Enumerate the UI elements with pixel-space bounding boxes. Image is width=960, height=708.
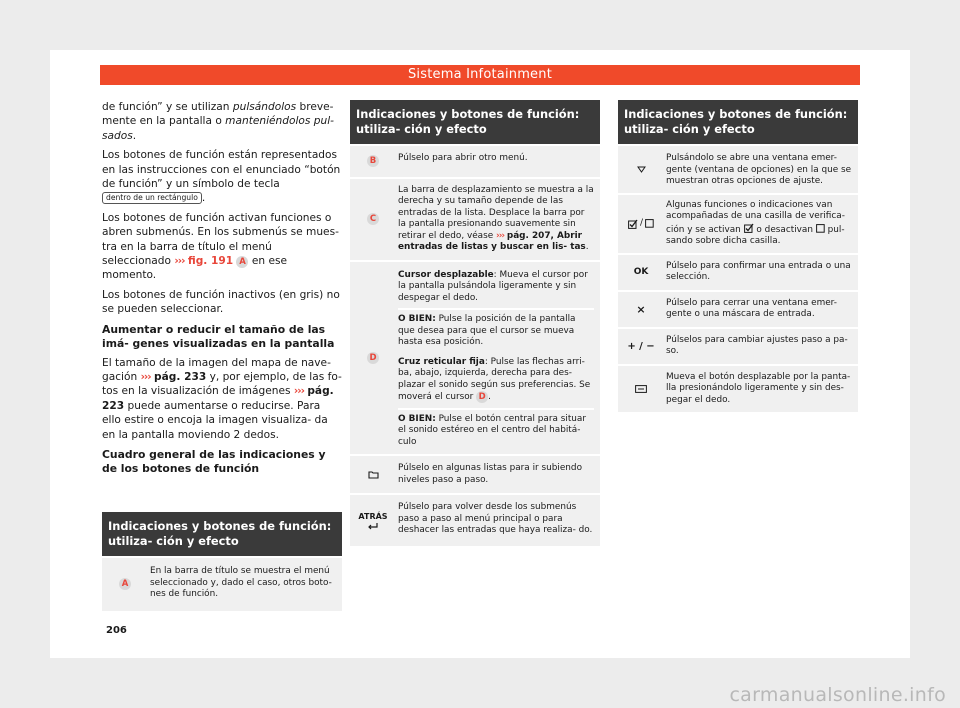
checkbox-empty-icon <box>645 219 654 228</box>
text: Algunas funciones o indicaciones van acompañadas de una casilla de verifica- ción y se activan <box>666 199 845 235</box>
row-text: Púlselo para abrir otro menú. <box>398 153 528 163</box>
text: El tamaño de la imagen del mapa de nave- gación <box>102 356 331 383</box>
row-key <box>618 366 664 413</box>
ref-arrows: ››› <box>293 385 304 398</box>
row-key <box>102 558 148 611</box>
callout-d: D <box>476 391 488 403</box>
triangle-down-icon <box>637 166 646 173</box>
page-header <box>100 65 860 85</box>
row-text: Púlselos para cambiar ajustes paso a pa- so. <box>666 334 848 356</box>
page-ref[interactable]: pág. 207, Abrir entradas de listas y buscar en lis- tas <box>398 230 586 252</box>
bold-text: Cruz reticular fija <box>398 356 485 367</box>
row-key <box>618 195 664 253</box>
page-number: 206 <box>106 625 127 636</box>
subsection <box>398 308 594 353</box>
row-text: Púlselo para cerrar una ventana emer- gente o una máscara de entrada. <box>666 297 837 319</box>
table-row <box>618 290 858 327</box>
back-arrow-icon <box>367 522 379 530</box>
text: en ese momento. <box>102 255 288 282</box>
table-middle <box>350 100 600 546</box>
text: puede aumentarse o reducirse. Para ello estire o encoja la imagen visualiza- da en la pantalla moviendo 2 dedos. <box>102 399 328 441</box>
bold-text: O BIEN: <box>398 413 436 424</box>
callout-b: B <box>367 155 379 167</box>
table-row <box>350 260 600 455</box>
text: : Mueva el cursor por la pantalla pulsándola ligeramente y sin despegar el dedo. <box>398 269 588 303</box>
callout-d: D <box>367 352 379 364</box>
table-row <box>618 327 858 364</box>
text: y, por ejemplo, de las fo- tos en la visualización de imágenes <box>102 370 342 398</box>
table-row <box>618 364 858 413</box>
bold-text: O BIEN: <box>398 314 436 324</box>
text: o desactivan <box>753 224 816 235</box>
row-key <box>618 292 664 327</box>
row-key <box>618 329 664 364</box>
paragraph-4: Los botones de función inactivos (en gris) no se pueden seleccionar. <box>102 288 340 316</box>
page <box>50 50 910 658</box>
text: breve- mente en la pantalla o <box>102 101 334 128</box>
row-key <box>350 179 396 260</box>
ref-arrows: ››› <box>496 230 505 241</box>
row-key <box>350 456 396 493</box>
row-text: Púlselo en algunas listas para ir subiendo niveles paso a paso. <box>398 463 582 485</box>
text: de función” y se utilizan <box>102 101 233 113</box>
figure-link[interactable]: fig. 191 <box>187 255 234 268</box>
table-header: Indicaciones y botones de función: utiliza- ción y efecto <box>102 512 342 556</box>
ref-arrows: ››› <box>174 255 185 268</box>
subsection <box>398 408 594 453</box>
text: Los botones de función están representados en las instrucciones con el enunciado “botón de función” y un símbolo de tecla <box>102 149 341 191</box>
row-text <box>396 262 600 455</box>
row-text: Pulsándolo se abre una ventana emer- gente (ventana de opciones) en la que se muestran otras opciones de ajuste. <box>666 153 852 186</box>
italic-text: pulsándolos <box>232 101 297 113</box>
row-key <box>618 255 664 290</box>
table-left <box>102 512 342 611</box>
page-ref[interactable]: pág. 233 <box>154 370 207 383</box>
key-separator: / <box>639 217 644 228</box>
row-text <box>664 195 858 253</box>
plus-minus-key-label: + / − <box>627 340 655 352</box>
paragraph-2 <box>102 148 342 206</box>
heading-zoom: Aumentar o reducir el tamaño de las imá- genes visualizadas en la pantalla <box>102 322 335 351</box>
callout-c: C <box>367 213 379 225</box>
row-key <box>350 262 396 455</box>
text: . <box>488 392 491 402</box>
folder-icon <box>368 470 379 479</box>
text-column <box>102 100 342 481</box>
subsection <box>398 268 594 309</box>
table-row <box>350 177 600 260</box>
table-row <box>350 493 600 546</box>
paragraph-3 <box>102 211 342 283</box>
text: : Pulse las flechas arri- ba, abajo, izquierda, derecha para des- plazar el sonido según sus preferencias. Se moverá el cursor <box>398 356 591 402</box>
table-row <box>102 556 342 611</box>
key-symbol: dentro de un rectángulo <box>102 192 202 204</box>
header-title: Sistema Infotainment <box>407 67 552 82</box>
checkbox-checked-icon <box>744 223 754 233</box>
checkbox-empty-icon <box>816 224 825 233</box>
text: Los botones de función activan funciones o abren submenús. En los submenús se mues- tra en la barra de título el menú seleccionado <box>102 211 339 268</box>
row-text: En la barra de título se muestra el menú seleccionado y, dado el caso, otros boto- nes de función. <box>150 566 332 599</box>
text: Pulse la posición de la pantalla que desea para que el cursor se mueva hasta esa posición. <box>398 314 576 347</box>
table-header: Indicaciones y botones de función: utiliza- ción y efecto <box>618 100 858 144</box>
paragraph-5 <box>102 356 342 442</box>
table-row <box>350 454 600 493</box>
watermark-text: carmanualsonline.info <box>729 684 946 706</box>
close-key-label: × <box>636 302 646 316</box>
table-row <box>350 144 600 177</box>
text: La barra de desplazamiento se muestra a la derecha y su tamaño depende de las entradas de la lista. Desplace la barra por la pantalla presionando suavemente sin retirar el dedo, véase <box>398 184 594 241</box>
italic-text: manteniéndolos pul- sados <box>102 115 334 142</box>
row-text: Púlselo para volver desde los submenús paso a paso al menú principal o para deshacer las entradas que haya realiza- do. <box>398 502 593 535</box>
table-row <box>618 144 858 193</box>
text: . <box>201 192 206 205</box>
row-key <box>350 495 396 546</box>
checkbox-checked-icon <box>628 219 638 229</box>
row-key <box>618 146 664 193</box>
text: Pulse el botón central para situar el sonido estéreo en el centro del habitá- culo <box>398 413 587 447</box>
back-key-label: ATRÁS <box>358 511 388 521</box>
text: . <box>585 242 589 252</box>
callout-a: A <box>236 256 248 268</box>
row-text: Púlselo para confirmar una entrada o una selección. <box>666 260 851 282</box>
slider-icon <box>635 385 647 393</box>
ref-arrows: ››› <box>140 370 151 383</box>
text: pul- sando sobre dicha casilla. <box>666 224 845 246</box>
page-ref[interactable]: pág. 223 <box>102 385 334 412</box>
text: . <box>132 129 137 142</box>
row-key <box>350 146 396 177</box>
bold-text: Cursor desplazable <box>398 269 494 280</box>
row-text <box>396 179 600 260</box>
table-row <box>618 193 858 253</box>
table-header: Indicaciones y botones de función: utiliza- ción y efecto <box>350 100 600 144</box>
subsection <box>398 353 594 408</box>
table-row <box>618 253 858 290</box>
paragraph-1 <box>102 100 342 143</box>
ok-key-label: OK <box>633 266 649 277</box>
row-text: Mueva el botón desplazable por la panta- lla presionándolo ligeramente y sin des- pegar el dedo. <box>666 371 851 405</box>
table-right <box>618 100 858 412</box>
heading-overview: Cuadro general de las indicaciones y de los botones de función <box>102 447 326 476</box>
callout-a: A <box>119 578 131 590</box>
